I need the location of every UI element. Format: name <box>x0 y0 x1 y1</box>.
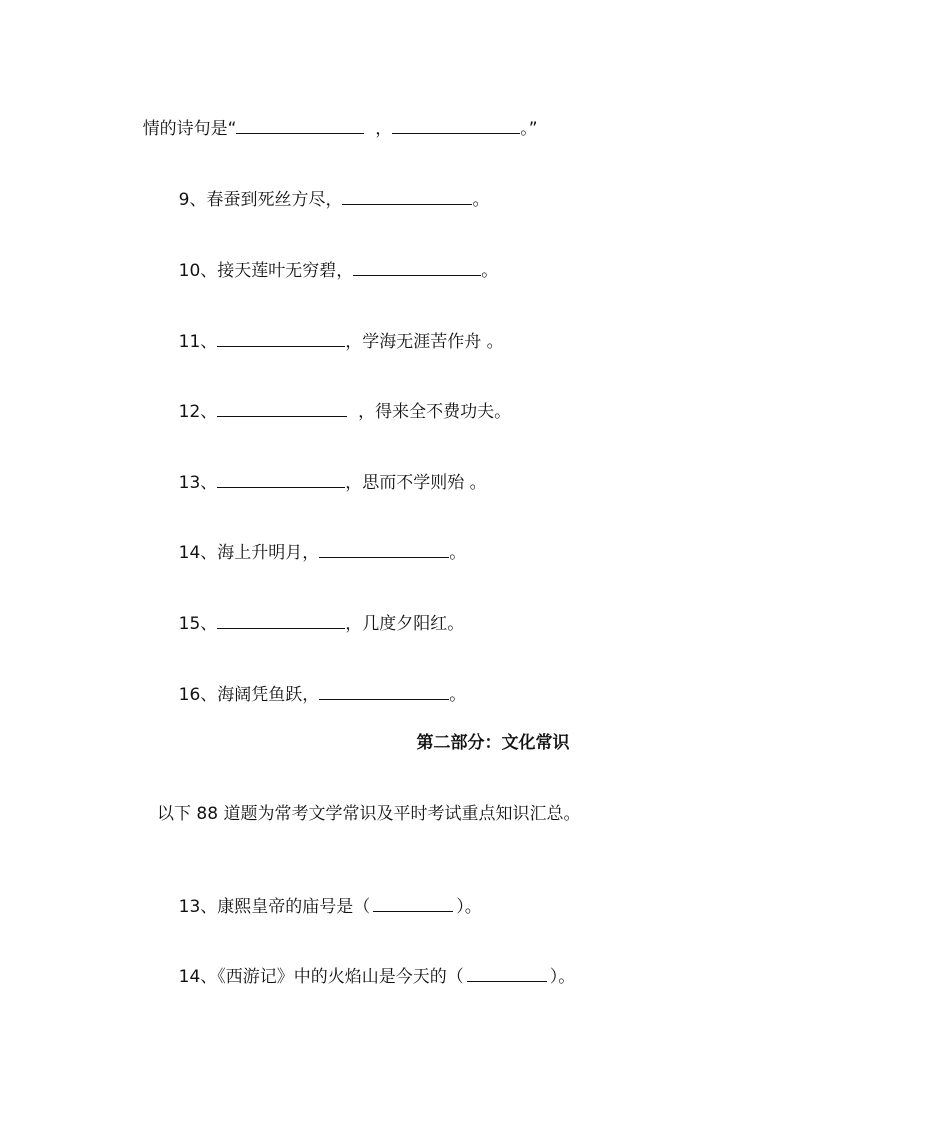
question-number: 12、 <box>178 402 218 422</box>
question-9 <box>157 167 489 233</box>
answer-blank[interactable] <box>217 401 347 417</box>
question-8-continuation <box>121 96 538 162</box>
question-text: 。” <box>520 119 538 139</box>
question-number: 11、 <box>178 332 218 352</box>
question-number: 15、 <box>178 614 218 634</box>
question-text: 。 <box>449 685 467 705</box>
question-text: 。 <box>449 543 467 563</box>
question-text: 接天莲叶无穷碧， <box>217 261 354 281</box>
question-text: 《西游记》中的火焰山是今天的（ <box>217 967 464 987</box>
question-number: 9、 <box>178 190 207 210</box>
question-text: 情的诗句是“ <box>142 119 237 139</box>
question-text: ）。 <box>456 897 482 917</box>
question-number: 13、 <box>178 897 218 917</box>
answer-blank[interactable] <box>319 684 449 700</box>
answer-blank[interactable] <box>342 189 472 205</box>
question-10 <box>157 238 498 304</box>
question-text: 。 <box>472 190 490 210</box>
answer-blank[interactable] <box>392 118 520 134</box>
question-13 <box>157 450 487 516</box>
question-16 <box>157 662 466 728</box>
answer-blank[interactable] <box>236 118 364 134</box>
answer-blank[interactable] <box>217 613 345 629</box>
culture-question-14 <box>157 944 575 1010</box>
question-text: 。 <box>481 261 499 281</box>
question-text: 海上升明月， <box>217 543 320 563</box>
question-text: ， <box>364 119 393 139</box>
question-text: 春蚕到死丝方尽， <box>206 190 343 210</box>
answer-blank[interactable] <box>373 896 453 912</box>
answer-blank[interactable] <box>467 966 547 982</box>
question-12 <box>157 379 511 445</box>
question-number: 16、 <box>178 685 218 705</box>
question-text: 康熙皇帝的庙号是（ <box>217 897 371 917</box>
question-number: 13、 <box>178 473 218 493</box>
answer-blank[interactable] <box>319 542 449 558</box>
answer-blank[interactable] <box>217 331 345 347</box>
answer-blank[interactable] <box>353 260 481 276</box>
question-text: ，几度夕阳红。 <box>345 614 465 634</box>
question-14 <box>157 520 466 586</box>
answer-blank[interactable] <box>217 472 345 488</box>
question-number: 14、 <box>178 543 218 563</box>
question-text: ，学海无涯苦作舟 。 <box>345 332 504 352</box>
question-15 <box>157 591 464 657</box>
section-title: 第二部分：文化常识 <box>416 733 570 753</box>
question-text: ，思而不学则殆 。 <box>345 473 487 493</box>
culture-question-13 <box>157 874 482 940</box>
question-text: 海阔凭鱼跃， <box>217 685 320 705</box>
question-number: 10、 <box>178 261 218 281</box>
section-intro: 以下 88 道题为常考文学常识及平时考试重点知识汇总。 <box>157 804 581 824</box>
question-number: 14、 <box>178 967 218 987</box>
question-text: ，得来全不费功夫。 <box>347 402 512 422</box>
question-11 <box>157 309 504 375</box>
question-text: ）。 <box>549 967 576 987</box>
